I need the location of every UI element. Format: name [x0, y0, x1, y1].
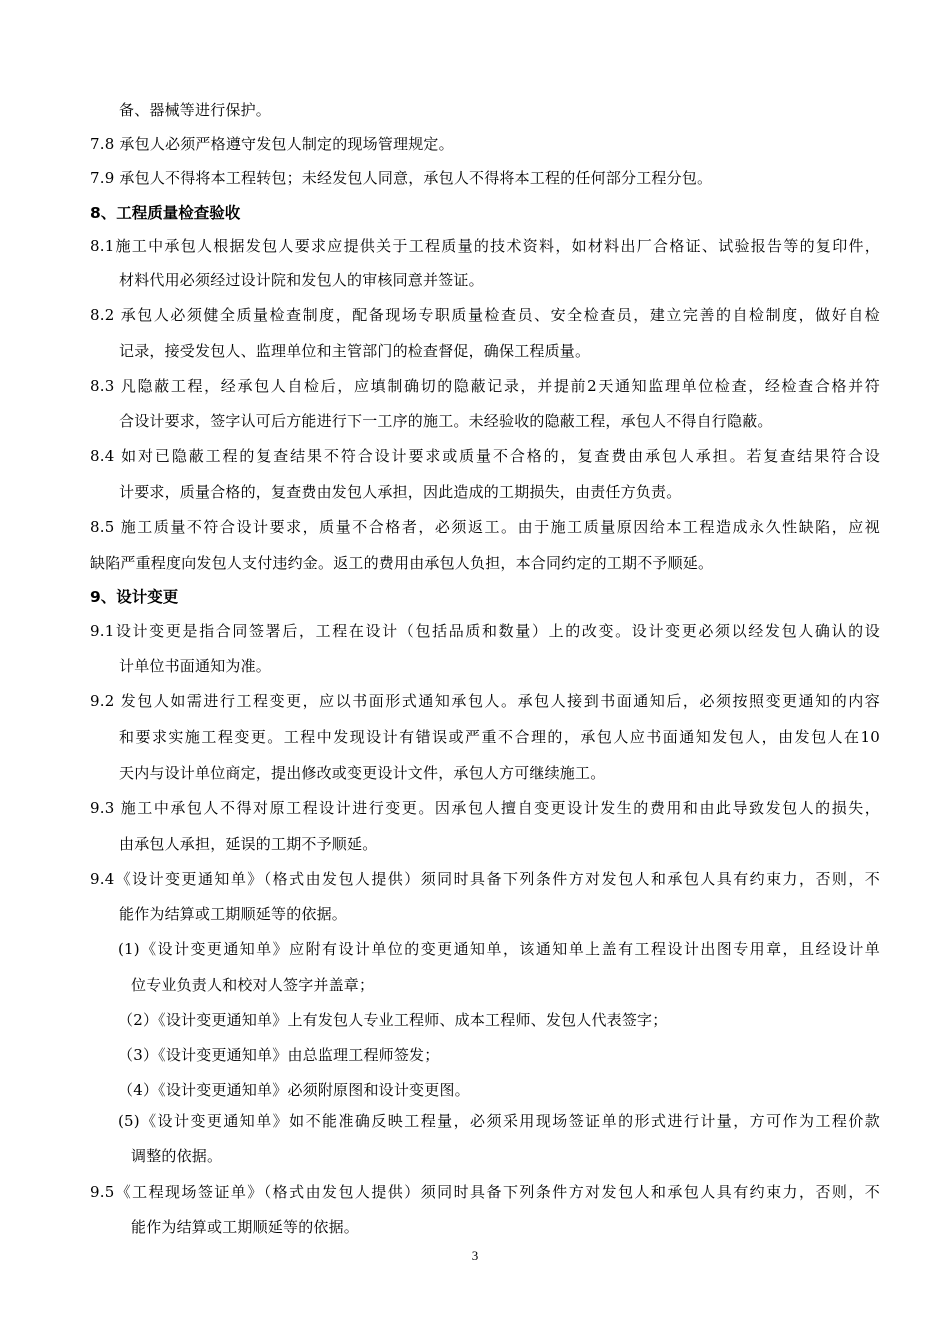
text-line: 能作为结算或工期顺延等的依据。	[131, 1218, 360, 1236]
text-line: 备、器械等进行保护。	[119, 101, 272, 119]
text-line: 8.2 承包人必须健全质量检查制度，配备现场专职质量检查员、安全检查员，建立完善的自检制度，做好自检	[90, 306, 880, 324]
text-line: 8.4 如对已隐蔽工程的复查结果不符合设计要求或质量不合格的，复查费由承包人承担。若复查结果符合设	[90, 447, 880, 465]
text-line: 7.9 承包人不得将本工程转包；未经发包人同意，承包人不得将本工程的任何部分工程分包。	[90, 169, 713, 187]
text-line: （4）《设计变更通知单》必须附原图和设计变更图。	[118, 1081, 470, 1099]
text-line: 和要求实施工程变更。工程中发现设计有错误或严重不合理的，承包人应书面通知发包人，由发包人在10	[119, 728, 880, 746]
text-line: 合设计要求，签字认可后方能进行下一工序的施工。未经验收的隐蔽工程，承包人不得自行隐蔽。	[119, 412, 773, 430]
text-line: (1)《设计变更通知单》应附有设计单位的变更通知单，该通知单上盖有工程设计出图专用章，且经设计单	[118, 940, 880, 958]
text-line: 能作为结算或工期顺延等的依据。	[119, 905, 348, 923]
text-line: 计要求，质量合格的，复查费由发包人承担，因此造成的工期损失，由责任方负责。	[119, 483, 682, 501]
text-line: 由承包人承担，延误的工期不予顺延。	[119, 835, 378, 853]
text-line: 8.5 施工质量不符合设计要求，质量不合格者，必须返工。由于施工质量原因给本工程造成永久性缺陷，应视	[90, 518, 880, 536]
text-line: 材料代用必须经过设计院和发包人的审核同意并签证。	[119, 271, 484, 289]
text-line: 记录，接受发包人、监理单位和主管部门的检查督促，确保工程质量。	[119, 342, 591, 360]
page-number: 3	[471, 1248, 479, 1263]
text-line: 9.1设计变更是指合同签署后，工程在设计（包括品质和数量）上的改变。设计变更必须以经发包人确认的设	[90, 622, 880, 640]
text-line: 调整的依据。	[131, 1147, 223, 1165]
text-line: 7.8 承包人必须严格遵守发包人制定的现场管理规定。	[90, 135, 454, 153]
text-line: 缺陷严重程度向发包人支付违约金。返工的费用由承包人负担，本合同约定的工期不予顺延。	[90, 554, 714, 572]
text-line: 9.5《工程现场签证单》（格式由发包人提供）须同时具备下列条件方对发包人和承包人具有约束力，否则，不	[90, 1183, 880, 1201]
text-line: （2）《设计变更通知单》上有发包人专业工程师、成本工程师、发包人代表签字；	[118, 1011, 668, 1029]
text-line: 计单位书面通知为准。	[119, 657, 272, 675]
text-line: 9.3 施工中承包人不得对原工程设计进行变更。因承包人擅自变更设计发生的费用和由此导致发包人的损失，	[90, 799, 880, 817]
section-heading: 9、设计变更	[90, 588, 179, 606]
text-line: 天内与设计单位商定，提出修改或变更设计文件，承包人方可继续施工。	[119, 764, 606, 782]
text-line: 位专业负责人和校对人签字并盖章；	[131, 976, 375, 994]
text-line: （3）《设计变更通知单》由总监理工程师签发；	[118, 1046, 440, 1064]
text-line: (5)《设计变更通知单》如不能准确反映工程量，必须采用现场签证单的形式进行计量，方可作为工程价款	[118, 1112, 880, 1130]
text-line: 9.2 发包人如需进行工程变更，应以书面形式通知承包人。承包人接到书面通知后，必须按照变更通知的内容	[90, 692, 880, 710]
text-line: 8.3 凡隐蔽工程，经承包人自检后，应填制确切的隐蔽记录，并提前2天通知监理单位检查，经检查合格并符	[90, 377, 880, 395]
text-line: 9.4《设计变更通知单》（格式由发包人提供）须同时具备下列条件方对发包人和承包人具有约束力，否则，不	[90, 870, 880, 888]
section-heading: 8、工程质量检查验收	[90, 204, 241, 222]
text-line: 8.1施工中承包人根据发包人要求应提供关于工程质量的技术资料，如材料出厂合格证、试验报告等的复印件，	[90, 237, 880, 255]
